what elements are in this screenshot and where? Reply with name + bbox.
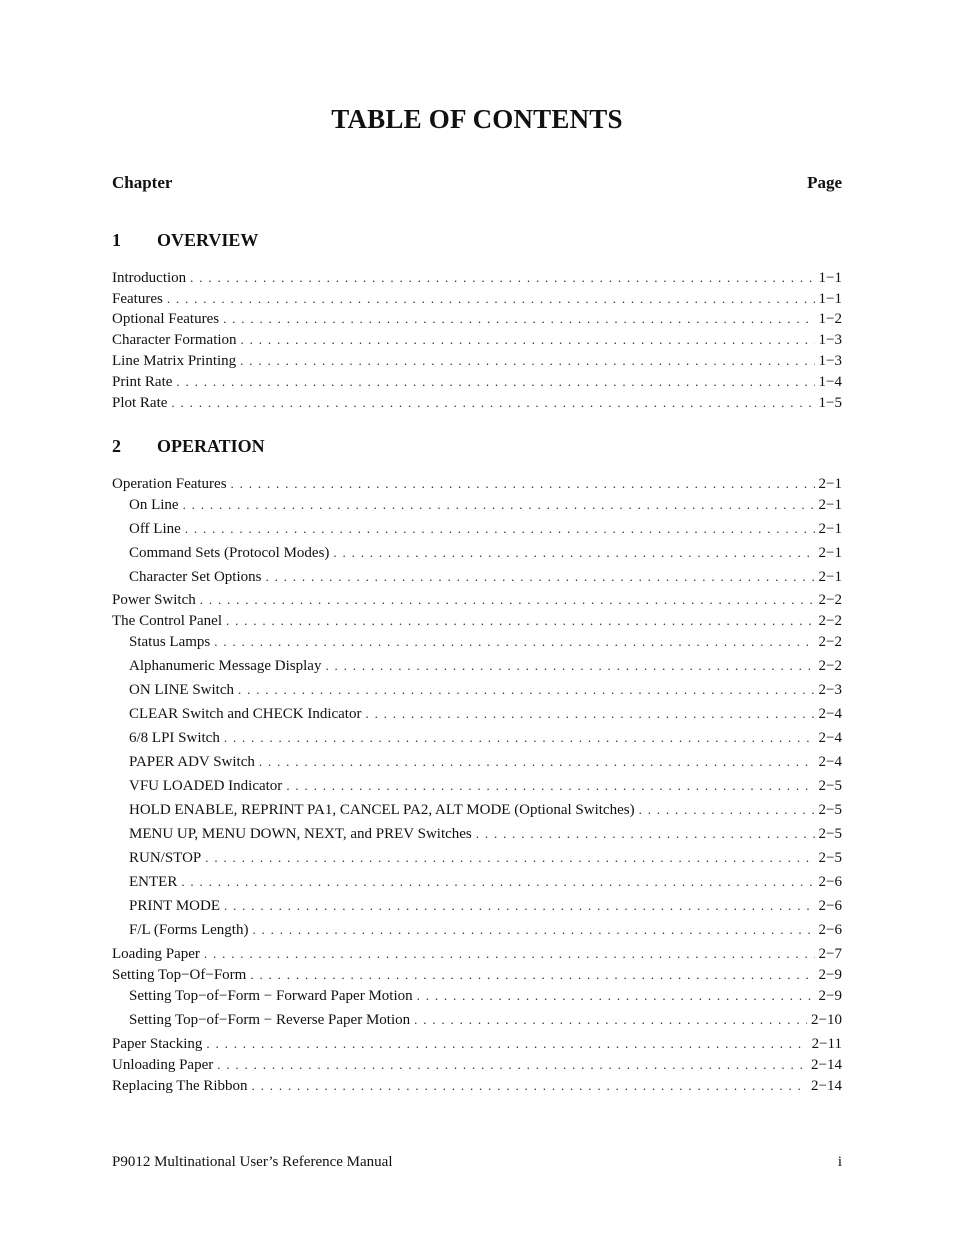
entry-label: Plot Rate xyxy=(112,395,168,411)
entry-label: Operation Features xyxy=(112,476,227,492)
dot-leader xyxy=(205,848,814,868)
toc-entry-replacing-ribbon[interactable] xyxy=(112,1076,842,1096)
dot-leader xyxy=(250,965,814,985)
chapter-name: OVERVIEW xyxy=(157,230,259,250)
entry-page: 2−3 xyxy=(818,682,842,698)
entry-page: 2−5 xyxy=(818,850,842,866)
entry-page: 2−4 xyxy=(818,754,842,770)
dot-leader xyxy=(214,632,814,652)
entry-page: 2−9 xyxy=(818,988,842,1004)
dot-leader xyxy=(240,351,814,371)
toc-entry-paper-stacking[interactable] xyxy=(112,1034,842,1054)
entry-label: Character Set Options xyxy=(129,569,262,585)
dot-leader xyxy=(417,986,815,1006)
dot-leader xyxy=(190,268,814,288)
dot-leader xyxy=(265,567,814,587)
entry-label: Features xyxy=(112,291,163,307)
toc-entry-unloading-paper[interactable] xyxy=(112,1055,842,1075)
toc-entry-line-matrix-printing[interactable] xyxy=(112,351,842,371)
entry-label: Character Formation xyxy=(112,332,237,348)
toc-entry-tof-reverse[interactable] xyxy=(112,1010,842,1030)
toc-entry-setting-tof[interactable] xyxy=(112,965,842,985)
entry-page: 1−4 xyxy=(818,374,842,390)
entry-label: VFU LOADED Indicator xyxy=(129,778,283,794)
entry-label: The Control Panel xyxy=(112,613,222,629)
dot-leader xyxy=(206,1034,807,1054)
entry-label: ON LINE Switch xyxy=(129,682,234,698)
toc-entry-command-sets[interactable] xyxy=(112,543,842,563)
toc-entry-run-stop[interactable] xyxy=(112,848,842,868)
dot-leader xyxy=(223,309,814,329)
entry-label: Print Rate xyxy=(112,374,173,390)
entry-page: 2−1 xyxy=(818,545,842,561)
entry-page: 2−4 xyxy=(818,706,842,722)
entry-page: 2−6 xyxy=(818,898,842,914)
toc-entry-on-line-switch[interactable] xyxy=(112,680,842,700)
entry-page: 2−7 xyxy=(818,946,842,962)
entry-page: 2−5 xyxy=(818,802,842,818)
entry-page: 2−2 xyxy=(818,592,842,608)
toc-entry-clear-switch[interactable] xyxy=(112,704,842,724)
dot-leader xyxy=(476,824,815,844)
entry-label: ENTER xyxy=(129,874,178,890)
entry-page: 2−11 xyxy=(811,1036,842,1052)
dot-leader xyxy=(325,656,814,676)
dot-leader xyxy=(224,728,815,748)
entry-label: Paper Stacking xyxy=(112,1036,203,1052)
dot-leader xyxy=(259,752,815,772)
entry-label: Off Line xyxy=(129,521,181,537)
dot-leader xyxy=(224,896,815,916)
dot-leader xyxy=(183,495,815,515)
entry-label: Introduction xyxy=(112,270,187,286)
entry-page: 2−5 xyxy=(818,778,842,794)
chapter-heading-operation xyxy=(112,436,265,457)
footer-manual-title: P9012 Multinational User’s Reference Manual xyxy=(112,1154,393,1170)
dot-leader xyxy=(286,776,814,796)
dot-leader xyxy=(414,1010,807,1030)
dot-leader xyxy=(185,519,815,539)
entry-page: 2−14 xyxy=(811,1057,842,1073)
entry-label: Setting Top−Of−Form xyxy=(112,967,247,983)
entry-label: Setting Top−of−Form − Forward Paper Motion xyxy=(129,988,413,1004)
entry-page: 2−5 xyxy=(818,826,842,842)
chapter-number: 1 xyxy=(112,230,121,250)
entry-page: 2−2 xyxy=(818,613,842,629)
entry-label: RUN/STOP xyxy=(129,850,202,866)
toc-entry-plot-rate[interactable] xyxy=(112,393,842,413)
dot-leader xyxy=(639,800,815,820)
entry-page: 2−1 xyxy=(818,521,842,537)
dot-leader xyxy=(200,590,815,610)
entry-page: 2−2 xyxy=(818,634,842,650)
entry-label: Power Switch xyxy=(112,592,196,608)
toc-entry-vfu-loaded[interactable] xyxy=(112,776,842,796)
toc-entry-character-formation[interactable] xyxy=(112,330,842,350)
toc-entry-optional-features[interactable] xyxy=(112,309,842,329)
dot-leader xyxy=(167,289,815,309)
entry-label: PAPER ADV Switch xyxy=(129,754,255,770)
dot-leader xyxy=(333,543,814,563)
toc-entry-control-panel[interactable] xyxy=(112,611,842,631)
entry-label: HOLD ENABLE, REPRINT PA1, CANCEL PA2, ALT MODE (Optional Switches) xyxy=(129,802,635,818)
dot-leader xyxy=(226,611,815,631)
dot-leader xyxy=(171,393,814,413)
toc-entry-print-rate[interactable] xyxy=(112,372,842,392)
dot-leader xyxy=(252,920,814,940)
dot-leader xyxy=(217,1055,807,1075)
entry-page: 1−3 xyxy=(818,332,842,348)
entry-label: Command Sets (Protocol Modes) xyxy=(129,545,330,561)
entry-page: 1−1 xyxy=(818,270,842,286)
entry-page: 2−4 xyxy=(818,730,842,746)
toc-entry-enter[interactable] xyxy=(112,872,842,892)
toc-entry-power-switch[interactable] xyxy=(112,590,842,610)
entry-label: 6/8 LPI Switch xyxy=(129,730,220,746)
dot-leader xyxy=(181,872,814,892)
entry-page: 2−9 xyxy=(818,967,842,983)
entry-page: 1−2 xyxy=(818,311,842,327)
toc-entry-paper-adv-switch[interactable] xyxy=(112,752,842,772)
entry-page: 2−6 xyxy=(818,922,842,938)
entry-page: 2−6 xyxy=(818,874,842,890)
chapter-heading-overview xyxy=(112,230,258,251)
dot-leader xyxy=(231,474,815,494)
toc-entry-loading-paper[interactable] xyxy=(112,944,842,964)
page-column-header: Page xyxy=(807,173,842,192)
entry-label: Line Matrix Printing xyxy=(112,353,237,369)
entry-label: Replacing The Ribbon xyxy=(112,1078,248,1094)
chapter-name: OPERATION xyxy=(157,436,265,456)
toc-entry-operation-features[interactable] xyxy=(112,474,842,494)
entry-label: Optional Features xyxy=(112,311,220,327)
dot-leader xyxy=(204,944,815,964)
toc-entry-forms-length[interactable] xyxy=(112,920,842,940)
toc-title: TABLE OF CONTENTS xyxy=(331,104,623,134)
entry-page: 2−10 xyxy=(811,1012,842,1028)
toc-entry-alphanumeric-display[interactable] xyxy=(112,656,842,676)
entry-page: 2−2 xyxy=(818,658,842,674)
toc-entry-introduction[interactable] xyxy=(112,268,842,288)
entry-page: 1−3 xyxy=(818,353,842,369)
entry-page: 2−1 xyxy=(818,476,842,492)
chapter-number: 2 xyxy=(112,436,121,456)
dot-leader xyxy=(365,704,814,724)
dot-leader xyxy=(241,330,815,350)
toc-entry-print-mode[interactable] xyxy=(112,896,842,916)
dot-leader xyxy=(238,680,815,700)
toc-entry-optional-switches[interactable] xyxy=(112,800,842,820)
entry-label: Alphanumeric Message Display xyxy=(129,658,322,674)
entry-label: Status Lamps xyxy=(129,634,211,650)
dot-leader xyxy=(176,372,814,392)
entry-label: MENU UP, MENU DOWN, NEXT, and PREV Switches xyxy=(129,826,472,842)
entry-page: 2−1 xyxy=(818,497,842,513)
toc-entry-on-line[interactable] xyxy=(112,495,842,515)
dot-leader xyxy=(252,1076,807,1096)
entry-page: 1−5 xyxy=(818,395,842,411)
entry-page: 2−1 xyxy=(818,569,842,585)
entry-label: CLEAR Switch and CHECK Indicator xyxy=(129,706,362,722)
chapter-column-header: Chapter xyxy=(112,173,173,192)
footer-page-number: i xyxy=(837,1154,842,1170)
toc-entry-tof-forward[interactable] xyxy=(112,986,842,1006)
toc-entry-character-set-options[interactable] xyxy=(112,567,842,587)
entry-label: Loading Paper xyxy=(112,946,200,962)
entry-label: Setting Top−of−Form − Reverse Paper Motion xyxy=(129,1012,411,1028)
entry-label: Unloading Paper xyxy=(112,1057,214,1073)
toc-entry-features[interactable] xyxy=(112,289,842,309)
entry-label: F/L (Forms Length) xyxy=(129,922,249,938)
entry-page: 1−1 xyxy=(818,291,842,307)
toc-entry-menu-switches[interactable] xyxy=(112,824,842,844)
toc-entry-lpi-switch[interactable] xyxy=(112,728,842,748)
entry-label: PRINT MODE xyxy=(129,898,220,914)
toc-entry-off-line[interactable] xyxy=(112,519,842,539)
entry-label: On Line xyxy=(129,497,179,513)
toc-entry-status-lamps[interactable] xyxy=(112,632,842,652)
entry-page: 2−14 xyxy=(811,1078,842,1094)
